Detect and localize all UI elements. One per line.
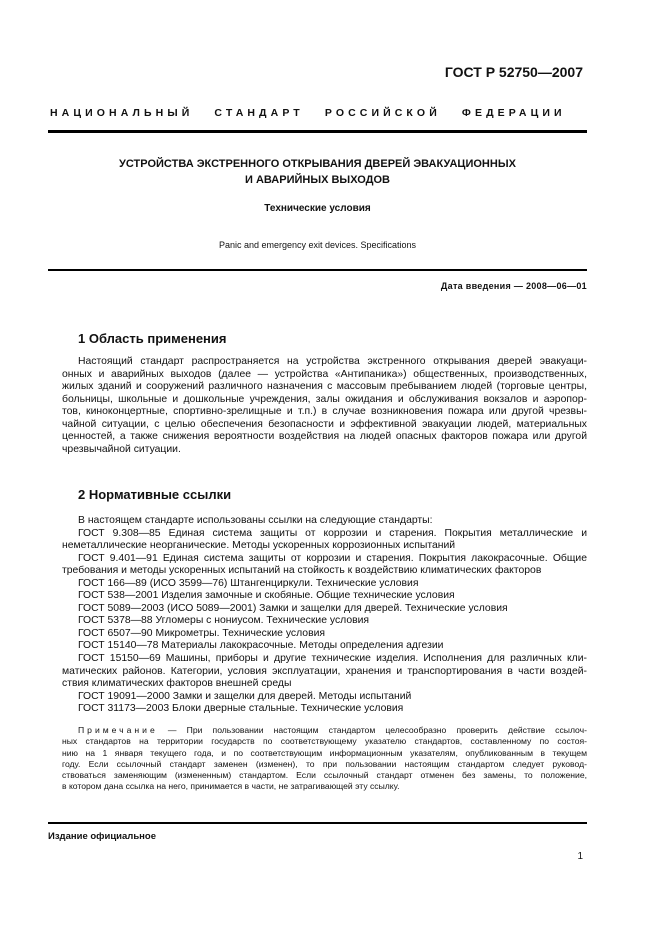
text-line: ГОСТ 9.401—91 Единая система защиты от коррозии и старения. Покрытия лакокрасочные. Общие [78, 552, 587, 564]
title-line-1: УСТРОЙСТВА ЭКСТРЕННОГО ОТКРЫВАНИЯ ДВЕРЕЙ ЭВАКУАЦИОННЫХ [119, 158, 516, 170]
note-line: в котором дана ссылка на него, принимается в части, не затрагивающей эту ссылку. [62, 781, 400, 792]
text-line: матических районов. Категории, условия эксплуатации, хранения и транспортирования в части воздей- [62, 665, 587, 677]
section-2-references [62, 515, 587, 716]
note-label: Примечание [78, 725, 158, 735]
text-line: ГОСТ 6507—90 Микрометры. Технические условия [78, 627, 326, 639]
section-2-heading: 2 Нормативные ссылки [78, 487, 232, 502]
text-line: ствия климатических факторов внешней среды [62, 678, 292, 690]
text-line: ГОСТ 9.308—85 Единая система защиты от коррозии и старения. Покрытия металлические и [78, 527, 587, 539]
text-line: ГОСТ 19091—2000 Замки и защелки для дверей. Методы испытаний [78, 690, 412, 702]
text-line: ГОСТ 5378—88 Угломеры с нониусом. Технические условия [78, 615, 370, 627]
text-line: чрезвычайной ситуации. [62, 443, 181, 455]
national-standard-banner: НАЦИОНАЛЬНЫЙ СТАНДАРТ РОССИЙСКОЙ ФЕДЕРАЦИИ [50, 107, 566, 119]
text-line: ГОСТ 15150—69 Машины, приборы и другие технические изделия. Исполнения для различных кли- [78, 653, 587, 665]
official-edition: Издание официальное [48, 831, 156, 842]
title-line-2: И АВАРИЙНЫХ ВЫХОДОВ [244, 174, 390, 186]
standard-code: ГОСТ Р 52750—2007 [444, 64, 583, 80]
date-of-introduction: Дата введения — 2008—06—01 [440, 281, 587, 291]
text-line: требования и методы ускоренных испытаний на стойкость к воздействию климатических факторов [62, 565, 542, 577]
document-subtitle: Технические условия [264, 203, 371, 214]
text-line: больницы, школьные и дошкольные учреждения, залы ожидания и обслуживания вокзалов и аэропор- [62, 393, 587, 405]
note-line: нию на 1 января текущего года, и по соответствующим информационным указателям, опубликованным в текущем [62, 747, 587, 758]
note [62, 725, 587, 793]
page-number: 1 [577, 851, 583, 862]
note-line [62, 725, 587, 736]
english-title: Panic and emergency exit devices. Specifications [218, 240, 417, 250]
footer-rule [48, 822, 587, 824]
note-line: ствоваться заменяющим (измененным) стандартом. Если ссылочный стандарт отменен без замены, то положение, [62, 770, 587, 781]
text-line: ценностей, а также снижения вероятности воздействия на людей опасных факторов пожара или другой [62, 431, 587, 443]
header-rule [48, 130, 587, 133]
note-line: году. Если ссылочный стандарт заменен (изменен), то при пользовании настоящим стандартом следует руковод- [62, 758, 587, 769]
text-line: Настоящий стандарт распространяется на устройства экстренного открывания дверей эвакуаци- [78, 356, 587, 367]
text-line: тов, киноконцертные, спортивно-зрелищные и т.п.) в случае возникновения пожара или другой чрезвы- [62, 406, 587, 418]
section-1-heading: 1 Область применения [78, 331, 227, 346]
text-line: В настоящем стандарте использованы ссылки на следующие стандарты: [78, 515, 433, 526]
section-1-text [62, 356, 587, 456]
note-line: ных стандартов на территории государств по соответствующему указателю стандартов, составленному по состоя- [62, 736, 587, 747]
text-line: неметаллические неорганические. Методы ускоренных коррозионных испытаний [62, 540, 456, 552]
text-line: ГОСТ 166—89 (ИСО 3599—76) Штангенциркули. Технические условия [78, 577, 419, 589]
text-line: онных и аварийных выходов (далее — устройства «Антипаника») общественных, производственных, [62, 368, 587, 380]
document-title [48, 156, 587, 188]
text-line: ГОСТ 538—2001 Изделия замочные и скобяные. Общие технические условия [78, 590, 455, 602]
note-text: — При пользовании настоящим стандартом целесообразно проверить действие ссылоч- [157, 725, 587, 735]
text-line: ГОСТ 31173—2003 Блоки дверные стальные. Технические условия [78, 703, 404, 715]
text-line: жилых зданий и сооружений различного назначения с массовым пребыванием людей (торговые центры, [62, 381, 587, 393]
text-line: чайной ситуации, с целью обеспечения безопасности и эффективной эвакуации людей, материальных [62, 418, 587, 430]
text-line: ГОСТ 5089—2003 (ИСО 5089—2001) Замки и защелки для дверей. Технические условия [78, 602, 508, 614]
title-rule [48, 269, 587, 271]
text-line: ГОСТ 15140—78 Материалы лакокрасочные. Методы определения адгезии [78, 640, 444, 652]
